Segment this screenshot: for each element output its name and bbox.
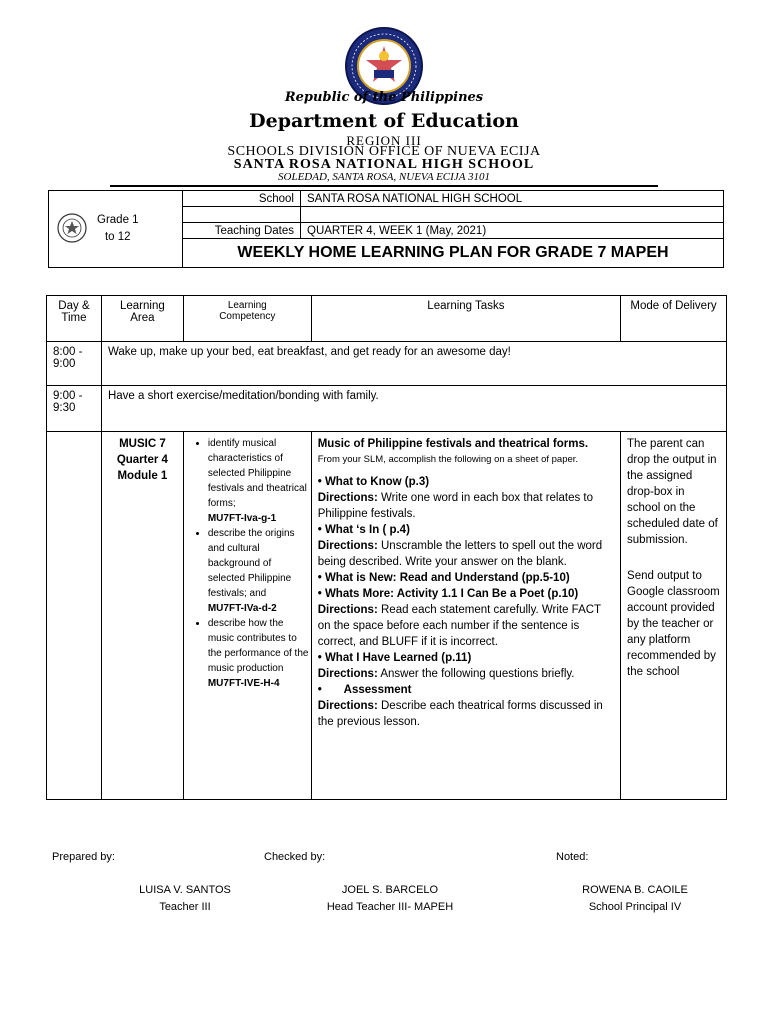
row2-text: Have a short exercise/meditation/bonding with family. [101, 386, 726, 432]
row3-mode-of-delivery [621, 432, 727, 800]
grade-label-line1: Grade 1 [97, 214, 139, 226]
checked-by-position: Head Teacher III- MAPEH [326, 901, 454, 913]
prepared-by-label: Prepared by: [52, 851, 115, 863]
task-what-i-have-learned: • What I Have Learned (p.11) [317, 652, 472, 664]
school-name-header: SANTA ROSA NATIONAL HIGH SCHOOL [233, 157, 535, 172]
grade-logo-cell [49, 191, 183, 268]
learning-plan-table [46, 295, 727, 800]
task-what-to-know-directions: Directions: Write one word in each box that relates to Philippine festivals. [317, 492, 594, 520]
teaching-dates-value: QUARTER 4, WEEK 1 (May, 2021) [301, 223, 724, 239]
list-item: • describe the origins and cultural background of selected Philippine festivals; and MU7FT-IVa-d-2 [208, 526, 309, 616]
deped-small-seal-icon [57, 213, 87, 246]
prepared-by-name: LUISA V. SANTOS [139, 884, 231, 896]
empty-label-cell [183, 207, 301, 223]
row1-text: Wake up, make up your bed, eat breakfast, and get ready for an awesome day! [101, 342, 726, 386]
task-title: Music of Philippine festivals and theatrical forms. [317, 438, 589, 450]
republic-text: Republic of the Philippines [284, 90, 484, 105]
info-table [48, 190, 724, 268]
table-row [47, 432, 727, 800]
task-whats-more-directions: Directions: Read each statement carefully. Write FACT on the space before each number if the sentence is correct, and BLUFF if it is incorrect. [317, 604, 601, 648]
prepared-by-position: Teacher III [159, 901, 211, 913]
department-title: Department of Education [249, 110, 519, 132]
row1-time: 8:00 - 9:00 [47, 342, 102, 386]
mode-google-classroom: Send output to Google classroom account provided by the teacher or any platform recommended by the school [627, 570, 720, 678]
header-divider [110, 185, 658, 187]
empty-value-cell [301, 207, 724, 223]
task-whats-more: • Whats More: Activity 1.1 I Can Be a Poet (p.10) [317, 588, 579, 600]
row2-time: 9:00 - 9:30 [47, 386, 102, 432]
noted-by-position: School Principal IV [588, 901, 682, 913]
task-assessment-directions: Directions: Describe each theatrical forms discussed in the previous lesson. [317, 700, 603, 728]
header-day-time: Day & Time [47, 296, 102, 342]
row3-time [47, 432, 102, 800]
header-learning-tasks: Learning Tasks [311, 296, 620, 342]
noted-by-name: ROWENA B. CAOILE [582, 884, 688, 896]
grade-label-line2: to 12 [104, 231, 131, 243]
task-what-i-have-learned-directions: Directions: Answer the following questions briefly. [317, 668, 575, 680]
task-whats-in-directions: Directions: Unscramble the letters to spell out the word being described. Write your answer on the blank. [317, 540, 603, 568]
header-learning-competency: Learning Competency [183, 296, 311, 342]
division-text: SCHOOLS DIVISION OFFICE OF NUEVA ECIJA [227, 144, 541, 159]
row3-learning-tasks [311, 432, 620, 800]
table-row [47, 342, 727, 386]
task-intro: From your SLM, accomplish the following on a sheet of paper. [317, 454, 579, 465]
school-value: SANTA ROSA NATIONAL HIGH SCHOOL [301, 191, 724, 207]
row3-competencies [183, 432, 311, 800]
table-row [47, 386, 727, 432]
competency-list [186, 436, 309, 691]
region-text: REGION III [346, 133, 422, 148]
header-mode-of-delivery: Mode of Delivery [621, 296, 727, 342]
task-assessment: • Assessment [317, 684, 412, 696]
school-address: SOLEDAD, SANTA ROSA, NUEVA ECIJA 3101 [278, 171, 490, 183]
header-learning-area: Learning Area [101, 296, 183, 342]
teaching-dates-label: Teaching Dates [183, 223, 301, 239]
checked-by-name: JOEL S. BARCELO [341, 884, 439, 896]
task-whats-in: • What ‘s In ( p.4) [317, 524, 410, 536]
plan-header-row [47, 296, 727, 342]
task-what-is-new: • What is New: Read and Understand (pp.5-10) [317, 572, 570, 584]
checked-by-label: Checked by: [264, 851, 326, 863]
list-item: • describe how the music contributes to the performance of the music production MU7FT-IVE-H-4 [208, 616, 309, 691]
row3-learning-area: MUSIC 7 Quarter 4 Module 1 [101, 432, 183, 800]
list-item: • identify musical characteristics of selected Philippine festivals and theatrical forms; MU7FT-Iva-g-1 [208, 436, 309, 526]
task-what-to-know: • What to Know (p.3) [317, 476, 430, 488]
plan-title: WEEKLY HOME LEARNING PLAN FOR GRADE 7 MAPEH [183, 239, 724, 268]
mode-drop-box: The parent can drop the output in the assigned drop-box in school on the scheduled date of submission. [627, 438, 718, 546]
noted-label: Noted: [556, 851, 589, 863]
school-label: School [183, 191, 301, 207]
